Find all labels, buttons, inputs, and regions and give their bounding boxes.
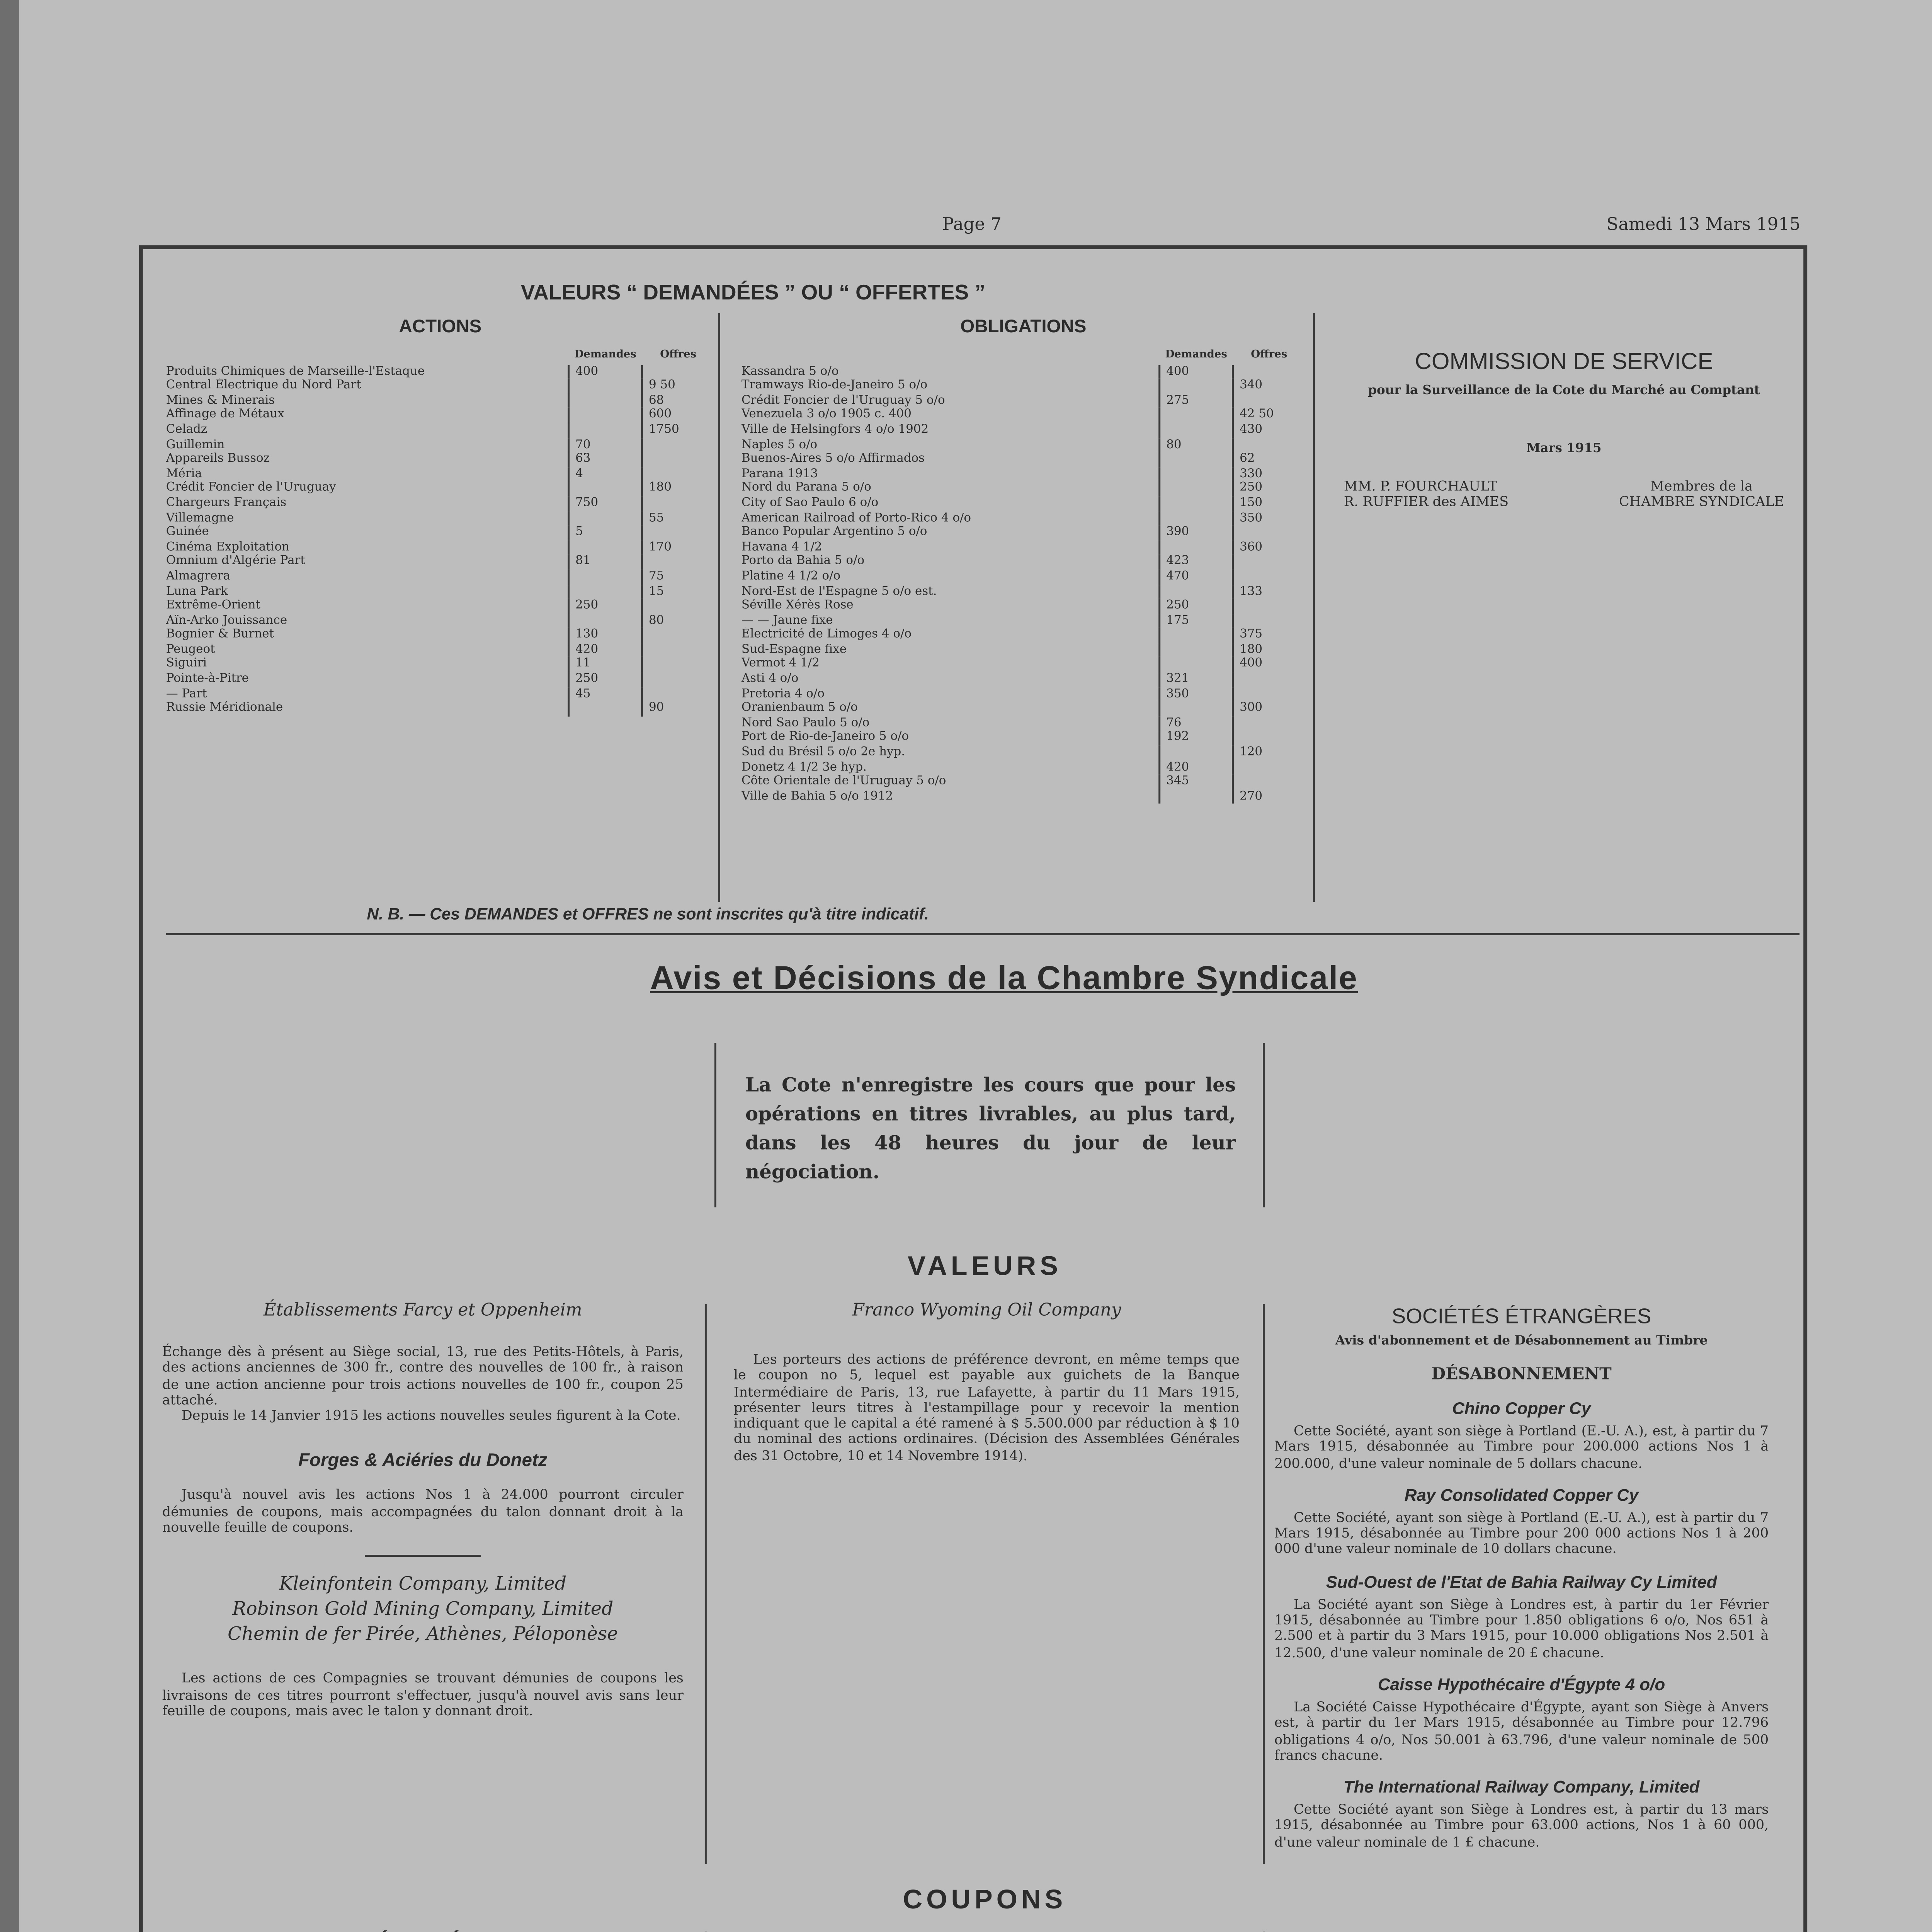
obligation-name: Nord Sao Paulo 5 o/o: [741, 716, 870, 730]
obligation-name: — — Jaune fixe: [741, 614, 833, 628]
obligation-row: [742, 570, 1305, 584]
societes-notices: [1274, 1298, 1769, 1850]
obligation-name: American Railroad of Porto-Rico 4 o/o: [741, 511, 971, 525]
obligation-name: Sud-Espagne fixe: [741, 643, 847, 657]
action-offres: 90: [642, 702, 714, 716]
obligation-row: [742, 731, 1305, 746]
obligation-demandes: 76: [1160, 716, 1233, 731]
obligation-row: [742, 511, 1305, 526]
action-demandes: [569, 423, 642, 438]
obligation-row: [742, 555, 1305, 570]
action-demandes: 81: [569, 555, 642, 570]
notice-separator: [365, 1556, 481, 1558]
action-name: Almagrera: [166, 570, 230, 583]
obligation-name: Côte Orientale de l'Uruguay 5 o/o: [741, 775, 946, 789]
action-demandes: 45: [569, 687, 642, 702]
obligation-name: Nord-Est de l'Espagne 5 o/o est.: [741, 584, 937, 598]
obligation-row: [742, 394, 1305, 408]
action-offres: [642, 452, 714, 467]
obligation-header-blank: [742, 350, 1160, 364]
obligation-demandes: 192: [1160, 731, 1233, 746]
action-demandes: [569, 702, 642, 716]
obligation-name: Pretoria 4 o/o: [741, 687, 825, 701]
obligation-demandes: 321: [1160, 672, 1233, 687]
obligation-name: Tramways Rio-de-Janeiro 5 o/o: [741, 379, 928, 393]
obligation-offres: [1233, 731, 1305, 746]
actions-rows: [166, 350, 714, 716]
section-rule: [166, 933, 1799, 935]
obligation-row: [742, 628, 1305, 643]
societe-name: Chino Copper Cy: [1452, 1398, 1591, 1418]
action-offres: 180: [642, 481, 714, 496]
action-row: [166, 570, 714, 584]
obligation-row: [742, 540, 1305, 555]
obligation-offres: 430: [1233, 423, 1305, 438]
obligation-offres: 300: [1233, 702, 1305, 716]
action-name: Méria: [166, 467, 202, 481]
obligation-demandes: 420: [1160, 760, 1233, 775]
obligation-demandes: 80: [1160, 438, 1233, 452]
obligation-row: [742, 716, 1305, 731]
action-name: Extrême-Orient: [166, 599, 260, 613]
action-name: Crédit Foncier de l'Uruguay: [166, 481, 336, 495]
action-row: [166, 555, 714, 570]
commission-month: Mars 1915: [1526, 440, 1602, 456]
action-name: Appareils Bussoz: [166, 452, 270, 466]
members-label-1: Membres de la: [1650, 479, 1753, 495]
obligation-name: City of Sao Paulo 6 o/o: [741, 496, 879, 510]
franco-notice: [734, 1298, 1240, 1464]
obligation-demandes: [1160, 643, 1233, 658]
demandes-note: N. B. — Ces DEMANDES et OFFRES ne sont inscrites qu'à titre indicatif.: [367, 904, 929, 923]
societe-name: Caisse Hypothécaire d'Égypte 4 o/o: [1378, 1674, 1665, 1694]
action-demandes: [569, 584, 642, 599]
obligation-name: Donetz 4 1/2 3e hyp.: [741, 760, 867, 774]
action-demandes: [569, 481, 642, 496]
obligation-offres: [1233, 672, 1305, 687]
obligation-offres: [1233, 716, 1305, 731]
action-demandes: [569, 614, 642, 628]
action-demandes: [569, 379, 642, 394]
obligation-offres: 360: [1233, 540, 1305, 555]
action-row: [166, 496, 714, 511]
obligation-demandes: [1160, 379, 1233, 394]
obligation-offres: 250: [1233, 481, 1305, 496]
forges-text: Jusqu'à nouvel avis les actions Nos 1 à 24.000 pourront circuler démunies de coupons, mais accompagnées du talon donnant droit à la nouvelle feuille de coupons.: [162, 1488, 684, 1536]
action-offres: [642, 672, 714, 687]
societes-subtitle: Avis d'abonnement et de Désabonnement au Timbre: [1335, 1333, 1708, 1349]
obligation-demandes: [1160, 481, 1233, 496]
obligation-demandes: 390: [1160, 526, 1233, 540]
obligation-offres: 340: [1233, 379, 1305, 394]
franco-text: Les porteurs des actions de préférence devront, en même temps que le coupon no 5, lequel est payable aux guichets de la Banque Intermédiaire de Paris, 13, rue Lafayette, à partir du 11 Mars 1915, présenter leurs titres à l'estampillage pour y recevoir la mention indiquant que le capital a été ramené à $ 5.500.000 par réduction à $ 10 du nominal des actions ordinaires. (Décision des Assemblées Générales des 31 Octobre, 10 et 14 Novembre 1914).: [733, 1352, 1240, 1464]
actions-table: [166, 317, 714, 716]
action-offres: [642, 467, 714, 482]
obligation-offres: [1233, 394, 1305, 408]
obligation-row: [742, 496, 1305, 511]
obligation-row: [742, 614, 1305, 628]
action-offres: 9 50: [642, 379, 714, 394]
action-row: [166, 408, 714, 423]
action-name: Central Électrique du Nord Part: [166, 379, 361, 393]
obligation-offres: [1233, 570, 1305, 584]
obligation-name: Parana 1913: [741, 467, 818, 481]
obligation-row: [742, 481, 1305, 496]
obligation-row: [742, 775, 1305, 790]
obligation-header-offres: Offres: [1251, 349, 1287, 361]
table-divider: [1313, 313, 1315, 902]
binding-gutter: [0, 0, 19, 1932]
obligation-row: [742, 438, 1305, 452]
obligation-name: Venezuela 3 o/o 1905 c. 400: [741, 408, 912, 422]
member-2: R. RUFFIER des AIMES: [1344, 494, 1509, 510]
action-name: Guinée: [166, 526, 209, 539]
action-name: Villemagne: [166, 511, 234, 525]
obligation-name: Porto da Bahia 5 o/o: [741, 555, 865, 569]
societe-text: Cette Société, ayant son siège à Portland (E.-U. A.), est à partir du 7 Mars 1915, désabonnée au Timbre pour 200 000 actions Nos 1 à 200 000 d'une valeur nominale de 10 dollars chacune.: [1274, 1510, 1769, 1558]
page-date: Samedi 13 Mars 1915: [1606, 216, 1801, 236]
valeurs-section-title: VALEURS: [907, 1250, 1062, 1281]
obligation-offres: 42 50: [1233, 408, 1305, 423]
action-name: Celadz: [166, 423, 207, 437]
action-row: [166, 526, 714, 540]
action-offres: [642, 628, 714, 643]
action-name: Cinéma Exploitation: [166, 540, 290, 554]
farcy-title: Établissements Farcy et Oppenheim: [263, 1302, 582, 1321]
obligation-demandes: [1160, 746, 1233, 760]
avis-notice: La Cote n'enregistre les cours que pour les opérations en titres livrables, au plus tard, dans les 48 heures du jour de leur négociation.: [745, 1076, 1236, 1184]
action-name: Russie Méridionale: [166, 701, 283, 715]
obligation-name: Asti 4 o/o: [741, 672, 799, 686]
action-demandes: [569, 511, 642, 526]
robinson-title: Robinson Gold Mining Company, Limited: [232, 1600, 614, 1622]
coupons-title: COUPONS: [903, 1883, 1067, 1915]
action-offres: [642, 496, 714, 511]
col-rule-1: [705, 1304, 707, 1864]
obligation-demandes: 250: [1160, 599, 1233, 614]
obligation-demandes: 275: [1160, 394, 1233, 408]
commission-block: [1332, 348, 1796, 510]
action-demandes: [569, 540, 642, 555]
action-name: Luna Park: [166, 584, 228, 598]
obligation-name: Port de Rio-de-Janeiro 5 o/o: [741, 731, 909, 745]
kleinfontein-title: Kleinfontein Company, Limited: [279, 1575, 567, 1597]
obligation-demandes: [1160, 628, 1233, 643]
obligation-offres: 375: [1233, 628, 1305, 643]
obligation-name: Séville Xérès Rose: [741, 599, 854, 613]
action-row: [166, 643, 714, 658]
notice-rule-right: [1263, 1043, 1265, 1207]
action-row: [166, 379, 714, 394]
action-row: [166, 584, 714, 599]
action-offres: [642, 364, 714, 379]
obligation-demandes: [1160, 408, 1233, 423]
action-name: Bognier & Burnet: [166, 628, 274, 642]
action-row: [166, 364, 714, 379]
obligation-row: [742, 364, 1305, 379]
action-row: [166, 540, 714, 555]
obligation-header-demandes: Demandes: [1165, 349, 1227, 361]
action-row: [166, 702, 714, 716]
obligation-row: [742, 746, 1305, 760]
obligation-row: [742, 702, 1305, 716]
page-number: Page 7: [942, 216, 1002, 236]
action-offres: 55: [642, 511, 714, 526]
obligation-offres: [1233, 438, 1305, 452]
obligation-name: Vermot 4 1/2: [741, 658, 820, 671]
farcy-text2: Depuis le 14 Janvier 1915 les actions nouvelles seules figurent à la Cote.: [181, 1408, 681, 1424]
action-name: Affinage de Métaux: [166, 408, 284, 422]
obligation-offres: 150: [1233, 496, 1305, 511]
action-offres: [642, 658, 714, 672]
action-offres: 75: [642, 570, 714, 584]
col-rule-2: [1263, 1304, 1265, 1864]
action-row: [166, 628, 714, 643]
action-offres: [642, 438, 714, 452]
action-offres: 15: [642, 584, 714, 599]
action-name: — Part: [166, 687, 207, 701]
action-demandes: 63: [569, 452, 642, 467]
action-demandes: 11: [569, 658, 642, 672]
action-demandes: 250: [569, 599, 642, 614]
action-row: [166, 687, 714, 702]
action-offres: 600: [642, 408, 714, 423]
action-demandes: 4: [569, 467, 642, 482]
obligation-row: [742, 790, 1305, 804]
action-offres: [642, 526, 714, 540]
obligation-demandes: 345: [1160, 775, 1233, 790]
action-demandes: 5: [569, 526, 642, 540]
farcy-text: Échange dès à présent au Siège social, 13, rue des Petits-Hôtels, à Paris, des actions anciennes de 300 fr., contre des nouvelles de 100 fr., à raison de une action ancienne pour trois actions nouvelles de 100 fr., coupon 25 attaché.: [162, 1344, 684, 1408]
obligation-demandes: [1160, 702, 1233, 716]
action-demandes: 70: [569, 438, 642, 452]
obligation-row: [742, 672, 1305, 687]
obligation-row: [742, 423, 1305, 438]
action-demandes: [569, 394, 642, 408]
obligation-row: [742, 760, 1305, 775]
obligation-offres: 180: [1233, 643, 1305, 658]
action-row: [166, 614, 714, 628]
action-row: [166, 423, 714, 438]
action-offres: 80: [642, 614, 714, 628]
action-demandes: [569, 570, 642, 584]
obligation-demandes: 423: [1160, 555, 1233, 570]
obligation-demandes: [1160, 584, 1233, 599]
obligation-demandes: 470: [1160, 570, 1233, 584]
obligation-offres: [1233, 687, 1305, 702]
action-offres: 1750: [642, 423, 714, 438]
obligation-name: Électricité de Limoges 4 o/o: [741, 628, 912, 642]
action-name: Pointe-à-Pitre: [166, 672, 249, 686]
obligation-row: [742, 467, 1305, 482]
obligations-heading: OBLIGATIONS: [960, 316, 1087, 338]
obligation-demandes: 175: [1160, 614, 1233, 628]
members-label-2: CHAMBRE SYNDICALE: [1619, 494, 1784, 510]
action-demandes: 250: [569, 672, 642, 687]
kleinfontein-text: Les actions de ces Compagnies se trouvant démunies de coupons les livraisons de ces titres pourront s'effectuer, jusqu'à nouvel avis sans leur feuille de coupons, mais avec le talon y donnant droit.: [162, 1672, 684, 1719]
obligation-name: Buenos-Aires 5 o/o Affirmados: [741, 452, 925, 466]
obligation-offres: 62: [1233, 452, 1305, 467]
action-header-blank: [166, 350, 569, 364]
obligation-demandes: [1160, 511, 1233, 526]
action-name: Produits Chimiques de Marseille-l'Estaque: [166, 364, 425, 378]
obligations-table: [742, 317, 1305, 804]
action-demandes: 750: [569, 496, 642, 511]
action-row: [166, 438, 714, 452]
obligation-offres: 330: [1233, 467, 1305, 482]
obligation-row: [742, 687, 1305, 702]
member-1: MM. P. FOURCHAULT: [1344, 479, 1498, 495]
obligation-offres: [1233, 760, 1305, 775]
obligation-offres: [1233, 614, 1305, 628]
obligation-name: Oranienbaum 5 o/o: [741, 701, 858, 715]
action-offres: [642, 555, 714, 570]
obligation-offres: 120: [1233, 746, 1305, 760]
obligation-row: [742, 379, 1305, 394]
obligation-demandes: [1160, 452, 1233, 467]
societe-text: Cette Société, ayant son siège à Portland (E.-U. A.), est, à partir du 7 Mars 1915, désabonnée au Timbre pour 200.000 actions Nos 1 à 200.000, d'une valeur nominale de 5 dollars chacune.: [1274, 1423, 1769, 1471]
action-row: [166, 511, 714, 526]
obligation-name: Ville de Helsingfors 4 o/o 1902: [741, 423, 929, 437]
obligation-demandes: 400: [1160, 364, 1233, 379]
obligation-offres: [1233, 364, 1305, 379]
obligation-name: Platine 4 1/2 o/o: [741, 570, 841, 583]
obligation-row: [742, 408, 1305, 423]
obligation-demandes: [1160, 423, 1233, 438]
action-header-offres: Offres: [660, 349, 697, 361]
action-demandes: 400: [569, 364, 642, 379]
avis-title: Avis et Décisions de la Chambre Syndicale: [650, 960, 1358, 997]
action-offres: [642, 599, 714, 614]
action-row: [166, 658, 714, 672]
action-name: Mines & Minerais: [166, 393, 275, 407]
obligation-name: Kassandra 5 o/o: [741, 364, 839, 378]
obligation-row: [742, 599, 1305, 614]
action-name: Chargeurs Français: [166, 496, 287, 510]
actions-heading: ACTIONS: [399, 316, 482, 338]
obligations-rows: [742, 350, 1305, 804]
action-row: [166, 672, 714, 687]
obligation-header-row: [742, 350, 1305, 364]
obligation-demandes: [1160, 540, 1233, 555]
action-offres: 68: [642, 394, 714, 408]
table-divider-mid: [718, 313, 720, 902]
societe-text: La Société ayant son Siège à Londres est, à partir du 1er Février 1915, désabonnée au Timbre pour 1.850 obligations 6 o/o, Nos 651 à 2.500 et à partir du 3 Mars 1915, pour 10.000 obligations Nos 2.501 à 12.500, d'une valeur nominale de 20 £ chacune.: [1274, 1597, 1769, 1661]
obligation-name: Nord du Parana 5 o/o: [741, 481, 871, 495]
obligation-row: [742, 643, 1305, 658]
action-offres: [642, 643, 714, 658]
obligation-name: Sud du Brésil 5 o/o 2e hyp.: [741, 745, 905, 759]
societes-list: [1274, 1398, 1769, 1850]
action-offres: [642, 687, 714, 702]
action-offres: 170: [642, 540, 714, 555]
obligation-name: Banco Popular Argentino 5 o/o: [741, 526, 927, 539]
action-name: Guillemin: [166, 437, 225, 451]
societe-text: La Société Caisse Hypothécaire d'Égypte, ayant son Siège à Anvers est, à partir du 1er Mars 1915, désabonnée au Timbre pour 12.796 obligations 4 o/o, Nos 50.001 à 63.796, d'une valeur nominale de 500 francs chacune.: [1274, 1699, 1769, 1764]
societes-title: SOCIÉTÉS ÉTRANGÈRES: [1391, 1306, 1651, 1329]
action-demandes: 130: [569, 628, 642, 643]
piree-title: Chemin de fer Pirée, Athènes, Péloponèse: [228, 1625, 618, 1647]
action-name: Omnium d'Algérie Part: [166, 555, 305, 569]
obligation-name: Crédit Foncier de l'Uruguay 5 o/o: [741, 393, 945, 407]
obligation-row: [742, 658, 1305, 672]
obligation-offres: [1233, 555, 1305, 570]
action-row: [166, 467, 714, 482]
action-name: Peugeot: [166, 643, 215, 657]
obligation-demandes: [1160, 790, 1233, 804]
obligation-offres: 270: [1233, 790, 1305, 804]
obligation-name: Havana 4 1/2: [741, 540, 822, 554]
obligation-name: Naples 5 o/o: [741, 437, 818, 451]
commission-title: COMMISSION DE SERVICE: [1415, 347, 1713, 375]
action-name: Aïn-Arko Jouissance: [166, 614, 287, 628]
obligation-demandes: [1160, 467, 1233, 482]
left-notices: [162, 1298, 684, 1719]
obligation-demandes: [1160, 658, 1233, 672]
societe-text: Cette Société ayant son Siège à Londres est, à partir du 13 mars 1915, désabonnée au Timbre pour 63.000 actions, Nos 1 à 60 000, d'une valeur nominale de 1 £ chacune.: [1274, 1802, 1769, 1850]
obligation-offres: [1233, 599, 1305, 614]
desabonnement-heading: DÉSABONNEMENT: [1431, 1366, 1612, 1385]
obligation-offres: [1233, 526, 1305, 540]
action-header-row: [166, 350, 714, 364]
obligation-offres: 133: [1233, 584, 1305, 599]
action-demandes: 420: [569, 643, 642, 658]
obligation-row: [742, 452, 1305, 467]
action-demandes: [569, 408, 642, 423]
forges-title: Forges & Aciéries du Donetz: [298, 1451, 548, 1473]
notice-rule-left: [714, 1043, 716, 1207]
valeurs-title: VALEURS “ DEMANDÉES ” OU “ OFFERTES ”: [520, 282, 985, 305]
obligation-offres: 350: [1233, 511, 1305, 526]
obligation-offres: [1233, 775, 1305, 790]
obligation-row: [742, 584, 1305, 599]
obligation-demandes: [1160, 496, 1233, 511]
obligation-demandes: 350: [1160, 687, 1233, 702]
societe-name: Sud-Ouest de l'Etat de Bahia Railway Cy Limited: [1326, 1572, 1717, 1592]
action-row: [166, 481, 714, 496]
action-row: [166, 394, 714, 408]
obligation-offres: 400: [1233, 658, 1305, 672]
action-row: [166, 599, 714, 614]
action-name: Siguiri: [166, 658, 207, 671]
action-row: [166, 452, 714, 467]
franco-title: Franco Wyoming Oil Company: [852, 1302, 1121, 1321]
action-header-demandes: Demandes: [574, 349, 636, 361]
societe-name: Ray Consolidated Copper Cy: [1404, 1485, 1639, 1505]
societe-name: The International Railway Company, Limited: [1343, 1777, 1700, 1797]
commission-subtitle: pour la Surveillance de la Cote du Marché au Comptant: [1368, 382, 1760, 398]
obligation-row: [742, 526, 1305, 540]
obligation-name: Ville de Bahia 5 o/o 1912: [741, 789, 893, 803]
